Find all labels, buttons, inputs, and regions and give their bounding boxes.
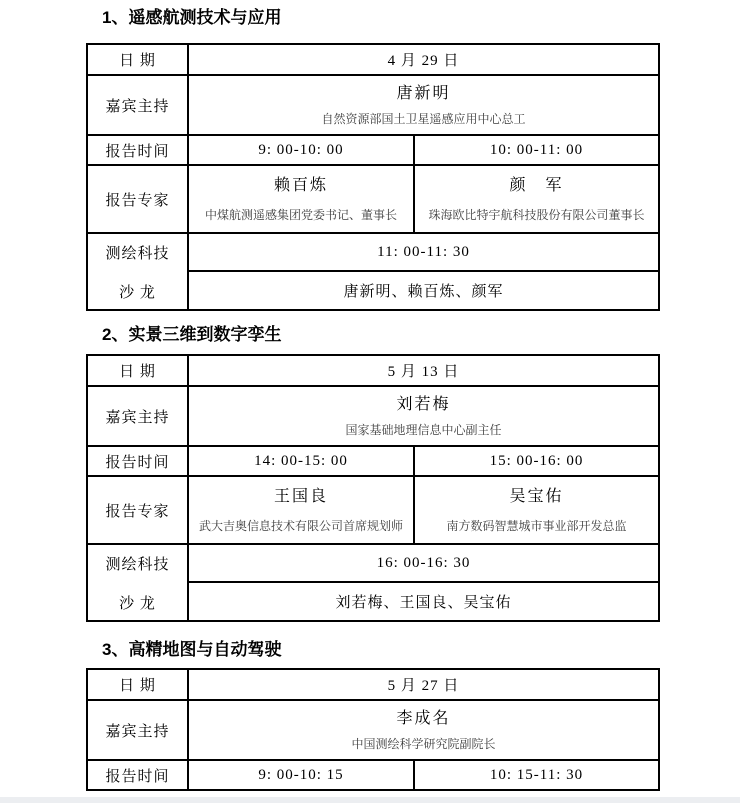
- section-title: 1、遥感航测技术与应用: [102, 8, 282, 27]
- report-time-1: 9: 00-10: 00: [188, 135, 414, 165]
- table-row: [87, 700, 659, 760]
- salon-time: 16: 00-16: 30: [188, 544, 659, 582]
- host-cell: [188, 700, 659, 760]
- table-row: [87, 446, 659, 476]
- report-time-2: 10: 00-11: 00: [414, 135, 659, 165]
- host-name: 唐新明: [396, 85, 451, 102]
- table-row: [87, 355, 659, 386]
- host-name: 刘若梅: [396, 396, 451, 413]
- expert-1-cell: [188, 165, 414, 233]
- table-row: [87, 75, 659, 135]
- salon-label-line1: 测绘科技: [105, 556, 170, 573]
- expert-1-name: 赖百炼: [273, 177, 328, 194]
- host-affiliation: 自然资源部国土卫星遥感应用中心总工: [321, 112, 526, 126]
- expert-2-affiliation: 南方数码智慧城市事业部开发总监: [446, 519, 627, 533]
- report-time-label: 报告时间: [87, 135, 188, 165]
- expert-2-name: 吴宝佑: [509, 488, 564, 505]
- table-row: [87, 476, 659, 544]
- expert-label: 报告专家: [87, 165, 188, 233]
- salon-guests: 刘若梅、王国良、吴宝佑: [188, 582, 659, 621]
- date-value: 4 月 29 日: [188, 44, 659, 75]
- date-label: 日 期: [87, 669, 188, 700]
- expert-1-name: 王国良: [273, 488, 328, 505]
- expert-label: 报告专家: [87, 476, 188, 544]
- report-time-label: 报告时间: [87, 760, 188, 790]
- expert-1-affiliation: 武大吉奥信息技术有限公司首席规划师: [198, 519, 403, 533]
- host-label: 嘉宾主持: [87, 386, 188, 446]
- salon-label-line2: 沙 龙: [119, 284, 156, 301]
- table-row: [87, 760, 659, 790]
- section-3: [86, 638, 740, 791]
- report-time-label: 报告时间: [87, 446, 188, 476]
- date-label: 日 期: [87, 355, 188, 386]
- schedule-table: [86, 354, 660, 622]
- host-cell: [188, 75, 659, 135]
- table-row: [87, 44, 659, 75]
- salon-label-line2: 沙 龙: [119, 595, 156, 612]
- expert-2-name: 颜 军: [509, 177, 564, 194]
- schedule-table: [86, 668, 660, 791]
- date-label: 日 期: [87, 44, 188, 75]
- host-name: 李成名: [396, 710, 451, 727]
- table-row: [87, 233, 659, 271]
- expert-1-cell: [188, 476, 414, 544]
- host-affiliation: 国家基础地理信息中心副主任: [345, 423, 502, 437]
- section-title: 3、高精地图与自动驾驶: [102, 640, 282, 659]
- salon-label-line1: 测绘科技: [105, 245, 170, 262]
- report-time-1: 14: 00-15: 00: [188, 446, 414, 476]
- schedule-table: [86, 43, 660, 311]
- salon-label: [87, 544, 188, 621]
- table-row: [87, 544, 659, 582]
- host-affiliation: 中国测绘科学研究院副院长: [351, 737, 496, 751]
- salon-guests: 唐新明、赖百炼、颜军: [188, 271, 659, 310]
- expert-1-affiliation: 中煤航测遥感集团党委书记、董事长: [204, 208, 397, 222]
- report-time-1: 9: 00-10: 15: [188, 760, 414, 790]
- table-row: [87, 386, 659, 446]
- report-time-2: 15: 00-16: 00: [414, 446, 659, 476]
- date-value: 5 月 13 日: [188, 355, 659, 386]
- host-cell: [188, 386, 659, 446]
- section-title: 2、实景三维到数字孪生: [102, 325, 282, 344]
- salon-label: [87, 233, 188, 310]
- section-2: [86, 323, 740, 622]
- expert-2-cell: [414, 476, 659, 544]
- salon-time: 11: 00-11: 30: [188, 233, 659, 271]
- table-row: [87, 669, 659, 700]
- host-label: 嘉宾主持: [87, 75, 188, 135]
- host-label: 嘉宾主持: [87, 700, 188, 760]
- table-row: [87, 135, 659, 165]
- date-value: 5 月 27 日: [188, 669, 659, 700]
- report-time-2: 10: 15-11: 30: [414, 760, 659, 790]
- section-1: [86, 6, 740, 311]
- window-bottom-edge: [0, 797, 740, 803]
- table-row: [87, 165, 659, 233]
- expert-2-cell: [414, 165, 659, 233]
- expert-2-affiliation: 珠海欧比特宇航科技股份有限公司董事长: [428, 208, 645, 222]
